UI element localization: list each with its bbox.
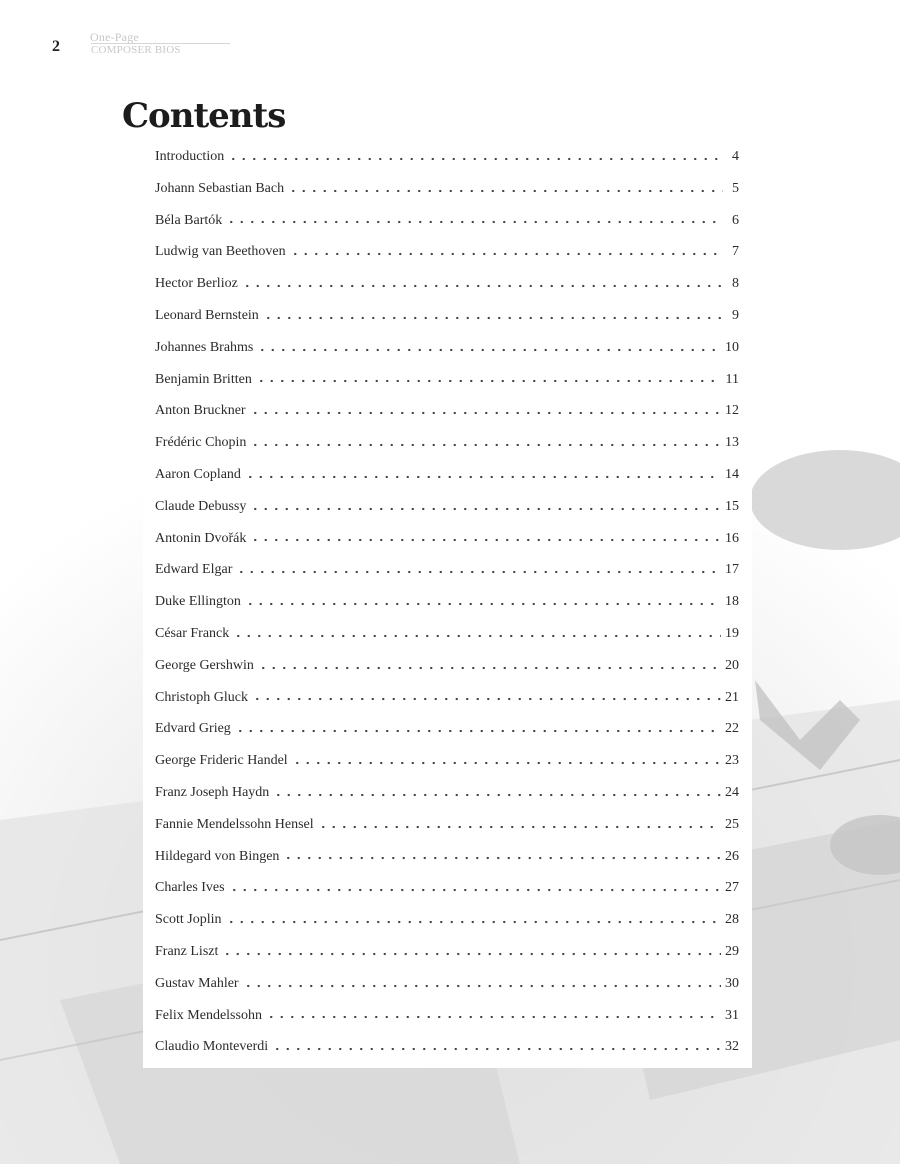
dot-leader bbox=[257, 345, 721, 355]
toc-entry-title: Hector Berlioz bbox=[155, 276, 238, 292]
toc-entry[interactable] bbox=[155, 1031, 739, 1063]
dot-leader bbox=[266, 1012, 721, 1022]
toc-entry-title: Antonin Dvořák bbox=[155, 530, 247, 546]
dot-leader bbox=[250, 408, 721, 418]
dot-leader bbox=[288, 186, 723, 196]
dot-leader bbox=[290, 249, 723, 259]
dot-leader bbox=[242, 281, 723, 291]
toc-entry[interactable] bbox=[155, 682, 739, 714]
toc-entry-page: 32 bbox=[725, 1039, 739, 1055]
toc-entry-title: Johannes Brahms bbox=[155, 339, 254, 355]
toc-entry-page: 14 bbox=[725, 466, 739, 482]
toc-entry-page: 23 bbox=[725, 753, 739, 769]
toc-entry-title: Christoph Gluck bbox=[155, 689, 248, 705]
dot-leader bbox=[283, 853, 721, 863]
toc-entry-page: 19 bbox=[725, 625, 739, 641]
toc-entry[interactable] bbox=[155, 777, 739, 809]
dot-leader bbox=[256, 376, 722, 386]
dot-leader bbox=[318, 822, 721, 832]
dot-leader bbox=[292, 758, 721, 768]
toc-entry-title: César Franck bbox=[155, 625, 230, 641]
dot-leader bbox=[252, 694, 721, 704]
toc-entry-title: Ludwig van Beethoven bbox=[155, 244, 286, 260]
dot-leader bbox=[233, 631, 721, 641]
toc-entry-page: 7 bbox=[732, 244, 739, 260]
toc-entry[interactable] bbox=[155, 173, 739, 205]
toc-entry-title: George Frideric Handel bbox=[155, 753, 288, 769]
dot-leader bbox=[228, 154, 723, 164]
toc-entry[interactable] bbox=[155, 936, 739, 968]
toc-entry-page: 21 bbox=[725, 689, 739, 705]
dot-leader bbox=[250, 440, 721, 450]
table-of-contents bbox=[155, 141, 739, 1063]
series-title-line2: COMPOSER BIOS bbox=[91, 43, 230, 56]
toc-entry-title: Gustav Mahler bbox=[155, 975, 239, 991]
toc-entry-page: 27 bbox=[725, 880, 739, 896]
toc-entry[interactable] bbox=[155, 554, 739, 586]
toc-entry-title: Edvard Grieg bbox=[155, 721, 231, 737]
toc-entry-title: Charles Ives bbox=[155, 880, 225, 896]
toc-entry[interactable] bbox=[155, 523, 739, 555]
dot-leader bbox=[226, 917, 721, 927]
dot-leader bbox=[222, 949, 721, 959]
toc-entry-page: 16 bbox=[725, 530, 739, 546]
toc-entry[interactable] bbox=[155, 968, 739, 1000]
toc-entry-page: 13 bbox=[725, 435, 739, 451]
toc-entry-title: Benjamin Britten bbox=[155, 371, 252, 387]
dot-leader bbox=[236, 567, 721, 577]
toc-entry[interactable] bbox=[155, 713, 739, 745]
toc-entry-page: 12 bbox=[725, 403, 739, 419]
toc-entry-page: 18 bbox=[725, 594, 739, 610]
toc-entry-title: Béla Bartók bbox=[155, 212, 223, 228]
dot-leader bbox=[250, 504, 721, 514]
toc-entry-title: Felix Mendelssohn bbox=[155, 1007, 262, 1023]
toc-entry-title: Edward Elgar bbox=[155, 562, 233, 578]
toc-entry-title: Frédéric Chopin bbox=[155, 435, 247, 451]
toc-entry[interactable] bbox=[155, 491, 739, 523]
dot-leader bbox=[243, 981, 721, 991]
toc-entry[interactable] bbox=[155, 904, 739, 936]
toc-entry-page: 4 bbox=[732, 149, 739, 164]
toc-entry[interactable] bbox=[155, 236, 739, 268]
toc-entry-page: 26 bbox=[725, 848, 739, 864]
page-title: Contents bbox=[122, 96, 286, 136]
toc-entry-title: Fannie Mendelssohn Hensel bbox=[155, 816, 314, 832]
toc-entry[interactable] bbox=[155, 650, 739, 682]
dot-leader bbox=[229, 885, 721, 895]
series-title-line1: One-Page bbox=[90, 30, 139, 44]
toc-entry-title: Anton Bruckner bbox=[155, 403, 246, 419]
toc-entry-title: Introduction bbox=[155, 149, 225, 164]
toc-entry-page: 15 bbox=[725, 498, 739, 514]
toc-entry-page: 8 bbox=[732, 276, 739, 292]
toc-entry[interactable] bbox=[155, 841, 739, 873]
toc-entry[interactable] bbox=[155, 586, 739, 618]
toc-entry-page: 20 bbox=[725, 657, 739, 673]
toc-entry[interactable] bbox=[155, 1000, 739, 1032]
dot-leader bbox=[245, 472, 721, 482]
toc-entry-page: 17 bbox=[725, 562, 739, 578]
toc-entry[interactable] bbox=[155, 141, 739, 173]
toc-entry-title: Aaron Copland bbox=[155, 466, 241, 482]
toc-entry-page: 6 bbox=[732, 212, 739, 228]
toc-entry[interactable] bbox=[155, 809, 739, 841]
toc-entry-title: Duke Ellington bbox=[155, 594, 241, 610]
toc-entry-page: 24 bbox=[725, 784, 739, 800]
toc-entry-page: 31 bbox=[725, 1007, 739, 1023]
toc-entry-title: Scott Joplin bbox=[155, 912, 222, 928]
toc-entry[interactable] bbox=[155, 205, 739, 237]
dot-leader bbox=[263, 313, 723, 323]
dot-leader bbox=[273, 790, 721, 800]
series-title bbox=[90, 32, 230, 56]
toc-entry-title: Johann Sebastian Bach bbox=[155, 180, 285, 196]
toc-entry[interactable] bbox=[155, 872, 739, 904]
toc-entry-title: Franz Joseph Haydn bbox=[155, 784, 270, 800]
toc-entry[interactable] bbox=[155, 332, 739, 364]
toc-entry-title: Hildegard von Bingen bbox=[155, 848, 280, 864]
dot-leader bbox=[250, 535, 721, 545]
toc-entry-page: 11 bbox=[725, 371, 739, 387]
toc-entry-title: Leonard Bernstein bbox=[155, 307, 259, 323]
page-number: 2 bbox=[52, 38, 60, 55]
toc-entry-page: 9 bbox=[732, 307, 739, 323]
toc-entry-page: 5 bbox=[732, 180, 739, 196]
toc-entry-title: Claude Debussy bbox=[155, 498, 247, 514]
toc-entry[interactable] bbox=[155, 459, 739, 491]
toc-entry-page: 30 bbox=[725, 975, 739, 991]
toc-entry[interactable] bbox=[155, 364, 739, 396]
toc-entry[interactable] bbox=[155, 427, 739, 459]
toc-entry-page: 10 bbox=[725, 339, 739, 355]
toc-entry[interactable] bbox=[155, 268, 739, 300]
toc-entry-title: Claudio Monteverdi bbox=[155, 1039, 269, 1055]
dot-leader bbox=[226, 217, 723, 227]
toc-entry-page: 22 bbox=[725, 721, 739, 737]
dot-leader bbox=[258, 663, 721, 673]
toc-entry-title: Franz Liszt bbox=[155, 943, 219, 959]
toc-entry[interactable] bbox=[155, 618, 739, 650]
dot-leader bbox=[245, 599, 721, 609]
toc-entry-page: 25 bbox=[725, 816, 739, 832]
toc-entry-page: 28 bbox=[725, 912, 739, 928]
toc-entry[interactable] bbox=[155, 300, 739, 332]
dot-leader bbox=[272, 1044, 721, 1054]
toc-entry[interactable] bbox=[155, 745, 739, 777]
dot-leader bbox=[235, 726, 721, 736]
toc-entry-title: George Gershwin bbox=[155, 657, 254, 673]
toc-entry-page: 29 bbox=[725, 943, 739, 959]
toc-entry[interactable] bbox=[155, 395, 739, 427]
